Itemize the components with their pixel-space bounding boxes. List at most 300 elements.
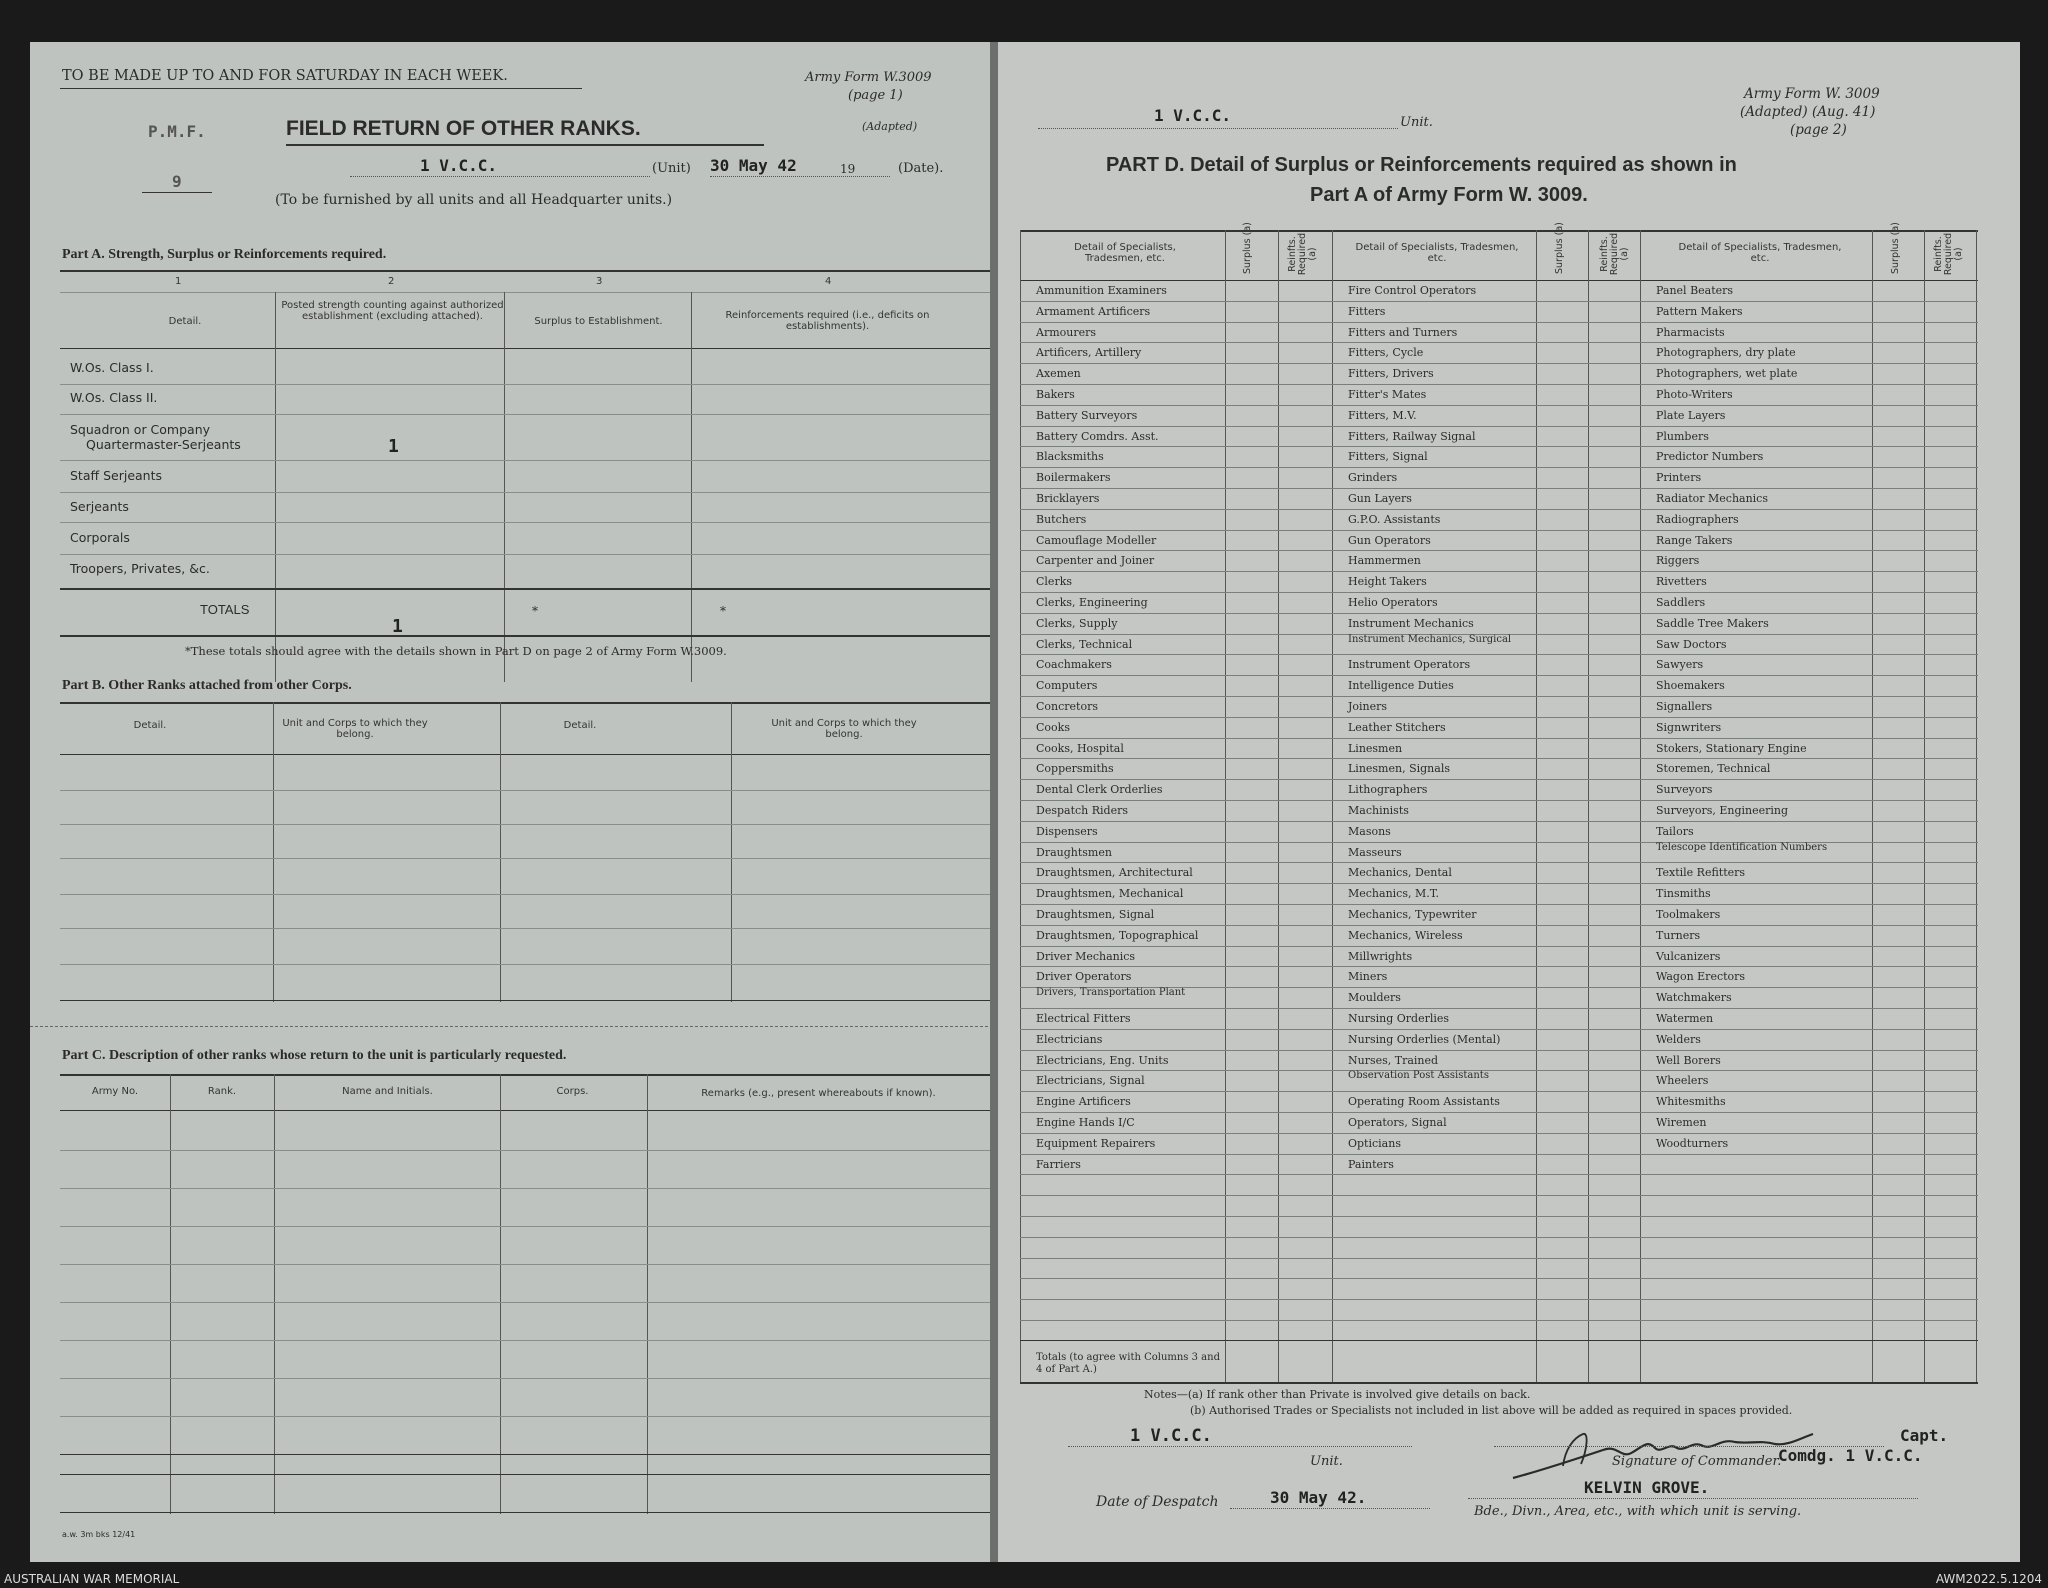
pd-col2-header: Detail of Specialists, Tradesmen, etc.: [1355, 242, 1519, 264]
pd-trade-3-20: Signallers: [1656, 700, 1713, 713]
pd-trade-1-24: Dental Clerk Orderlies: [1036, 783, 1163, 797]
pd-trade-2-0: Fire Control Operators: [1348, 284, 1477, 297]
pd-trade-3-23: Storemen, Technical: [1656, 762, 1771, 776]
part-d-subtitle: Part A of Army Form W. 3009.: [1310, 184, 1588, 206]
pd-trade-1-39: Engine Artificers: [1036, 1095, 1131, 1109]
part-a-divider-2: [504, 292, 505, 682]
pd-trade-3-4: Photographers, wet plate: [1656, 367, 1798, 381]
pd-trade-2-22: Linesmen: [1348, 741, 1403, 755]
totals-label: TOTALS: [200, 602, 250, 617]
pd-trade-1-19: Computers: [1036, 679, 1098, 693]
pd-totals-rule: [1020, 1340, 1978, 1341]
pd-trade-1-11: Butchers: [1036, 512, 1087, 526]
pd-trade-2-5: Fitter's Mates: [1348, 388, 1427, 401]
pd-trade-3-21: Signwriters: [1656, 720, 1722, 734]
pd-trade-3-27: Telescope Identification Numbers: [1656, 841, 1828, 853]
pd-row-rule: [1020, 446, 1978, 447]
date-label: (Date).: [898, 161, 944, 176]
pd-row-rule: [1020, 571, 1978, 572]
part-c-divider-2: [274, 1074, 275, 1514]
pd-trade-1-20: Concretors: [1036, 700, 1098, 713]
pd-trade-1-7: Battery Comdrs. Asst.: [1036, 429, 1159, 443]
pd-row-rule: [1020, 1050, 1978, 1051]
row-qm-serjeants: Quartermaster-Serjeants: [86, 437, 241, 452]
part-b-divider-1: [273, 702, 274, 1002]
part-d-header-rule: [1020, 280, 1978, 281]
form-subtitle: (To be furnished by all units and all Headquarter units.): [275, 192, 673, 208]
pd-trade-1-33: Driver Operators: [1036, 970, 1132, 984]
part-a-number-rule: [60, 292, 990, 293]
pd-trade-2-24: Lithographers: [1348, 783, 1428, 797]
pd-trade-1-38: Electricians, Signal: [1036, 1074, 1145, 1088]
pd-surplus-header: Surplus (a): [1554, 222, 1565, 274]
number-stamp: 9: [172, 172, 182, 191]
row-troopers: Troopers, Privates, &c.: [70, 561, 210, 576]
pd-trade-2-26: Masons: [1348, 824, 1391, 838]
pd-row-rule: [1020, 946, 1978, 947]
form-page-1: [30, 42, 993, 1562]
pd-trade-1-3: Artificers, Artillery: [1036, 346, 1142, 360]
pd-row-rule: [1020, 467, 1978, 468]
pd-trade-1-10: Bricklayers: [1036, 492, 1100, 505]
pd-trade-2-32: Millwrights: [1348, 949, 1413, 963]
pd-trade-3-35: Watermen: [1656, 1012, 1714, 1025]
pd-trade-3-39: Whitesmiths: [1656, 1095, 1726, 1109]
pd-reinfts-header: Reinfts. Required (a): [1599, 232, 1630, 276]
pd-trade-1-27: Draughtsmen: [1036, 845, 1112, 859]
pd-trade-2-33: Miners: [1348, 970, 1388, 984]
pd-row-rule: [1020, 550, 1978, 551]
pd-trade-3-3: Photographers, dry plate: [1656, 346, 1796, 360]
pd-trade-3-2: Pharmacists: [1656, 325, 1725, 339]
part-b-divider-3: [731, 702, 732, 1002]
pd-row-rule: [1020, 1278, 1978, 1279]
part-b-divider-2: [500, 702, 501, 1002]
pd-row-rule: [1020, 342, 1978, 343]
pd-trade-2-34: Moulders: [1348, 991, 1401, 1005]
p2-unit-dotted-line: [1038, 128, 1398, 129]
pd-trade-2-40: Operators, Signal: [1348, 1116, 1447, 1129]
pd-trade-1-4: Axemen: [1036, 367, 1081, 381]
part-c-top-rule: [60, 1074, 990, 1076]
part-a-col3-header: Surplus to Establishment.: [534, 316, 663, 327]
despatch-value: 30 May 42.: [1270, 1488, 1367, 1507]
pd-trade-1-41: Equipment Repairers: [1036, 1136, 1156, 1150]
pd-col3-header: Detail of Specialists, Tradesmen, etc.: [1678, 242, 1842, 264]
part-b-col3-header: Detail.: [563, 720, 597, 731]
pd-trade-2-20: Joiners: [1348, 700, 1388, 713]
form-number: Army Form W.3009: [805, 70, 932, 85]
pd-trade-2-7: Fitters, Railway Signal: [1348, 429, 1476, 443]
pd-trade-3-5: Photo-Writers: [1656, 388, 1733, 401]
part-a-col4-header: Reinforcements required (i.e., deficits on establishments).: [725, 310, 930, 332]
p2-form-page: (page 2): [1790, 122, 1847, 138]
part-a-divider-1: [275, 292, 276, 682]
pd-trade-1-34: Drivers, Transportation Plant: [1036, 987, 1186, 999]
pd-trade-1-36: Electricians: [1036, 1032, 1103, 1046]
pd-row-rule: [1020, 821, 1978, 822]
pd-trade-1-6: Battery Surveyors: [1036, 408, 1138, 422]
p2-unit-value: 1 V.C.C.: [1154, 106, 1232, 125]
part-c-row-rule: [60, 1264, 990, 1265]
pd-trade-2-6: Fitters, M.V.: [1348, 408, 1417, 422]
part-d-border-left: [1020, 230, 1021, 1382]
pd-reinfts-header: Reinfts. Required (a): [1933, 232, 1964, 276]
part-c-row-rule: [60, 1226, 990, 1227]
pd-trade-2-12: Gun Operators: [1348, 533, 1431, 547]
pd-trade-1-21: Cooks: [1036, 720, 1070, 734]
pd-trade-2-42: Painters: [1348, 1157, 1394, 1171]
part-c-rule: [60, 1474, 990, 1475]
pd-trade-3-36: Welders: [1656, 1032, 1701, 1046]
pd-trade-1-5: Bakers: [1036, 388, 1075, 401]
despatch-label: Date of Despatch: [1096, 1494, 1219, 1510]
pd-row-rule: [1020, 1258, 1978, 1259]
part-c-bottom-rule: [60, 1512, 990, 1513]
part-a-footnote: *These totals should agree with the details shown in Part D on page 2 of Army Form W.3009.: [185, 644, 727, 658]
pd-trade-2-2: Fitters and Turners: [1348, 325, 1458, 339]
row-wo-class-2: W.Os. Class II.: [70, 390, 158, 405]
pd-row-rule: [1020, 883, 1978, 884]
location-label: Bde., Divn., Area, etc., with which unit is serving.: [1474, 1504, 1802, 1519]
adapted-note: (Adapted): [862, 120, 918, 133]
fold-line: [30, 1026, 993, 1027]
pd-surplus-header: Surplus (a): [1890, 222, 1901, 274]
pd-trade-1-1: Armament Artificers: [1036, 304, 1151, 318]
part-a-row-rule: [60, 384, 990, 385]
pd-trade-1-17: Clerks, Technical: [1036, 637, 1133, 651]
unit-label: (Unit): [652, 161, 691, 176]
part-b-bottom-rule: [60, 1000, 990, 1001]
part-d-top-rule: [1020, 230, 1978, 232]
part-b-col2-header: Unit and Corps to which they belong.: [282, 718, 428, 740]
part-b-top-rule: [60, 702, 990, 704]
part-c-divider-3: [500, 1074, 501, 1514]
pd-trade-2-1: Fitters: [1348, 304, 1386, 318]
pd-trade-3-18: Sawyers: [1656, 658, 1704, 672]
pd-trade-3-7: Plumbers: [1656, 429, 1709, 443]
pd-row-rule: [1020, 800, 1978, 801]
totals-mark-reinforcements: *: [720, 604, 726, 618]
p2-unit-label: Unit.: [1400, 115, 1433, 130]
pd-col1-header: Detail of Specialists, Tradesmen, etc.: [1074, 242, 1176, 264]
footer-left: AUSTRALIAN WAR MEMORIAL: [4, 1572, 180, 1586]
pd-trade-3-24: Surveyors: [1656, 783, 1713, 797]
pd-trade-1-0: Ammunition Examiners: [1036, 284, 1167, 297]
unit-dotted-line: [350, 176, 650, 177]
part-c-heading: Part C. Description of other ranks whose return to the unit is particularly requested.: [62, 1048, 567, 1063]
date-value: 30 May 42: [710, 156, 797, 175]
sig-unit-value: 1 V.C.C.: [1130, 1426, 1212, 1446]
despatch-dotted-line: [1230, 1508, 1430, 1509]
part-b-row-rule: [60, 824, 990, 825]
part-c-col3-header: Name and Initials.: [342, 1086, 433, 1097]
row-corporals: Corporals: [70, 530, 130, 545]
pd-trade-3-8: Predictor Numbers: [1656, 450, 1764, 464]
pd-row-rule: [1020, 862, 1978, 863]
qms-value: 1: [388, 436, 399, 457]
part-a-row-rule: [60, 554, 990, 555]
pd-trade-2-10: Gun Layers: [1348, 492, 1412, 505]
part-b-col1-header: Detail.: [133, 720, 167, 731]
part-c-col5-header: Remarks (e.g., present whereabouts if known).: [701, 1088, 936, 1099]
note-b: (b) Authorised Trades or Specialists not included in list above will be added as required in spaces provided.: [1190, 1404, 1793, 1417]
pd-trade-2-37: Nurses, Trained: [1348, 1053, 1439, 1067]
sig-dotted-line: [1494, 1446, 1884, 1447]
pd-trade-1-15: Clerks, Engineering: [1036, 596, 1148, 609]
pd-trade-3-33: Wagon Erectors: [1656, 970, 1746, 984]
pd-trade-3-16: Saddle Tree Makers: [1656, 616, 1769, 630]
part-b-col4-header: Unit and Corps to which they belong.: [771, 718, 917, 740]
pd-trade-1-2: Armourers: [1036, 325, 1097, 339]
pd-trade-2-39: Operating Room Assistants: [1348, 1095, 1500, 1109]
part-c-row-rule: [60, 1416, 990, 1417]
part-d-divider: [1278, 230, 1279, 1382]
sig-unit-label: Unit.: [1310, 1454, 1343, 1469]
form-page-2: [998, 42, 2020, 1562]
part-b-header-rule: [60, 754, 990, 755]
pd-trade-1-9: Boilermakers: [1036, 471, 1111, 485]
pd-trade-2-9: Grinders: [1348, 471, 1398, 485]
pd-trade-3-37: Well Borers: [1656, 1053, 1721, 1067]
pd-trade-3-29: Tinsmiths: [1656, 887, 1711, 901]
pd-trade-2-21: Leather Stitchers: [1348, 720, 1446, 734]
part-a-col3-number: 3: [596, 276, 603, 287]
part-d-divider: [1332, 230, 1333, 1382]
pd-row-rule: [1020, 1237, 1978, 1238]
pd-trade-3-1: Pattern Makers: [1656, 304, 1743, 318]
pd-trade-2-25: Machinists: [1348, 804, 1409, 817]
pd-trade-1-25: Despatch Riders: [1036, 804, 1128, 817]
part-d-divider: [1536, 230, 1537, 1382]
part-d-bottom-rule: [1020, 1382, 1978, 1384]
pd-row-rule: [1020, 696, 1978, 697]
pd-trade-3-19: Shoemakers: [1656, 679, 1725, 693]
pd-trade-3-15: Saddlers: [1656, 596, 1706, 609]
pd-row-rule: [1020, 426, 1978, 427]
pd-trade-1-37: Electricians, Eng. Units: [1036, 1053, 1169, 1067]
instruction-underline: [60, 88, 582, 89]
part-b-row-rule: [60, 964, 990, 965]
pd-surplus-header: Surplus (a): [1242, 222, 1253, 274]
sig-unit-dotted-line: [1068, 1446, 1412, 1447]
pd-trade-1-23: Coppersmiths: [1036, 762, 1114, 776]
pd-row-rule: [1020, 1299, 1978, 1300]
pd-row-rule: [1020, 592, 1978, 593]
pd-trade-2-31: Mechanics, Wireless: [1348, 928, 1463, 942]
p2-adapted: (Adapted) (Aug. 41): [1740, 104, 1876, 120]
part-d-title: PART D. Detail of Surplus or Reinforcements required as shown in: [1106, 154, 1737, 176]
pd-row-rule: [1020, 1320, 1978, 1321]
part-a-heading: Part A. Strength, Surplus or Reinforcements required.: [62, 247, 387, 262]
pd-trade-2-8: Fitters, Signal: [1348, 450, 1428, 464]
pd-trade-3-38: Wheelers: [1656, 1074, 1709, 1088]
pd-row-rule: [1020, 925, 1978, 926]
part-a-col1-number: 1: [175, 276, 182, 287]
part-a-col1-header: Detail.: [168, 316, 202, 327]
pd-trade-2-18: Instrument Operators: [1348, 658, 1471, 672]
part-a-top-rule: [60, 270, 990, 272]
part-a-totals-rule: [60, 588, 990, 590]
pd-row-rule: [1020, 509, 1978, 510]
pd-trade-3-11: Radiographers: [1656, 512, 1739, 526]
title-underline: [286, 144, 764, 146]
part-c-divider-1: [170, 1074, 171, 1514]
part-c-col2-header: Rank.: [207, 1086, 237, 1097]
pd-row-rule: [1020, 1008, 1978, 1009]
pd-trade-3-14: Rivetters: [1656, 575, 1707, 589]
part-c-col4-header: Corps.: [556, 1086, 589, 1097]
pd-trade-1-40: Engine Hands I/C: [1036, 1116, 1135, 1129]
pd-trade-1-28: Draughtsmen, Architectural: [1036, 866, 1193, 880]
part-d-border-right: [1976, 230, 1977, 1382]
part-d-divider: [1924, 230, 1925, 1382]
part-a-header-rule: [60, 348, 990, 349]
footer-right: AWM2022.5.1204: [1935, 1572, 2042, 1586]
pd-row-rule: [1020, 654, 1978, 655]
part-d-divider: [1872, 230, 1873, 1382]
row-sqn-coy: Squadron or Company: [70, 422, 211, 437]
pmf-stamp: P.M.F.: [148, 122, 206, 141]
date-year-prefix: 19: [840, 162, 856, 176]
pd-trade-2-27: Masseurs: [1348, 845, 1402, 859]
pd-trade-2-4: Fitters, Drivers: [1348, 367, 1434, 381]
pd-trade-2-15: Helio Operators: [1348, 596, 1438, 609]
pd-trade-3-13: Riggers: [1656, 554, 1700, 568]
pd-row-rule: [1020, 758, 1978, 759]
pd-trade-1-26: Dispensers: [1036, 824, 1098, 838]
part-c-row-rule: [60, 1302, 990, 1303]
pd-row-rule: [1020, 1174, 1978, 1175]
pd-trade-1-32: Driver Mechanics: [1036, 949, 1136, 963]
pd-row-rule: [1020, 322, 1978, 323]
pd-trade-3-12: Range Takers: [1656, 533, 1733, 547]
pd-trade-3-32: Vulcanizers: [1656, 949, 1721, 963]
pd-trade-3-17: Saw Doctors: [1656, 637, 1727, 651]
top-instruction: TO BE MADE UP TO AND FOR SATURDAY IN EACH WEEK.: [62, 68, 508, 84]
part-d-divider: [1588, 230, 1589, 1382]
form-page: (page 1): [848, 88, 903, 103]
location-dotted-line: [1468, 1498, 1918, 1499]
pd-trade-3-25: Surveyors, Engineering: [1656, 804, 1789, 817]
part-c-row-rule: [60, 1340, 990, 1341]
pd-trade-2-36: Nursing Orderlies (Mental): [1348, 1032, 1501, 1046]
pd-row-rule: [1020, 1195, 1978, 1196]
sig-comdg: Comdg. 1 V.C.C.: [1778, 1446, 1923, 1465]
pd-trade-3-0: Panel Beaters: [1656, 284, 1734, 297]
part-d-table: [1020, 222, 1978, 1380]
pd-trade-2-23: Linesmen, Signals: [1348, 762, 1450, 776]
pd-trade-1-16: Clerks, Supply: [1036, 616, 1118, 630]
note-a: Notes—(a) If rank other than Private is involved give details on back.: [1144, 1388, 1531, 1401]
print-code: a.w. 3m bks 12/41: [62, 1530, 136, 1539]
part-c-rule: [60, 1454, 990, 1455]
pd-row-rule: [1020, 1216, 1978, 1217]
totals-value: 1: [392, 616, 403, 637]
pd-trade-1-30: Draughtsmen, Signal: [1036, 908, 1155, 921]
pd-row-rule: [1020, 530, 1978, 531]
pd-row-rule: [1020, 738, 1978, 739]
pd-trade-1-14: Clerks: [1036, 575, 1073, 589]
pd-row-rule: [1020, 301, 1978, 302]
pd-trade-2-14: Height Takers: [1348, 575, 1427, 589]
pd-trade-2-11: G.P.O. Assistants: [1348, 512, 1441, 526]
pd-trade-1-18: Coachmakers: [1036, 658, 1112, 672]
part-a-col2-number: 2: [388, 276, 395, 287]
pd-trade-2-19: Intelligence Duties: [1348, 679, 1454, 693]
pd-reinfts-header: Reinfts. Required (a): [1287, 232, 1318, 276]
part-a-divider-3: [691, 292, 692, 682]
part-c-row-rule: [60, 1150, 990, 1151]
pd-row-rule: [1020, 613, 1978, 614]
pd-trade-3-31: Turners: [1656, 928, 1701, 942]
pd-row-rule: [1020, 966, 1978, 967]
pd-row-rule: [1020, 405, 1978, 406]
part-c-header-rule: [60, 1110, 990, 1111]
pd-row-rule: [1020, 717, 1978, 718]
part-c-divider-4: [647, 1074, 648, 1514]
part-a-row-rule: [60, 414, 990, 415]
pd-totals-label: Totals (to agree with Columns 3 and 4 of Part A.): [1036, 1352, 1220, 1375]
sig-rank: Capt.: [1900, 1426, 1949, 1445]
pd-row-rule: [1020, 904, 1978, 905]
pd-trade-2-28: Mechanics, Dental: [1348, 866, 1452, 880]
unit-value: 1 V.C.C.: [420, 156, 498, 175]
pd-trade-2-41: Opticians: [1348, 1136, 1401, 1150]
part-a-row-rule: [60, 492, 990, 493]
pd-trade-1-12: Camouflage Modeller: [1036, 533, 1157, 547]
row-serjeants: Serjeants: [70, 499, 129, 514]
pd-trade-2-16: Instrument Mechanics: [1348, 616, 1474, 630]
row-wo-class-1: W.Os. Class I.: [70, 360, 154, 375]
pd-trade-1-42: Farriers: [1036, 1157, 1081, 1171]
part-b-row-rule: [60, 894, 990, 895]
pd-trade-2-3: Fitters, Cycle: [1348, 346, 1424, 360]
part-b-row-rule: [60, 928, 990, 929]
pd-trade-3-34: Watchmakers: [1656, 991, 1732, 1005]
pd-row-rule: [1020, 1133, 1978, 1134]
date-dotted-line: [710, 176, 890, 177]
part-b-row-rule: [60, 858, 990, 859]
pd-trade-2-17: Instrument Mechanics, Surgical: [1348, 633, 1512, 645]
pd-row-rule: [1020, 488, 1978, 489]
part-c-row-rule: [60, 1188, 990, 1189]
part-a-col2-header: Posted strength counting against authorized establishment (excluding attached).: [281, 300, 504, 322]
part-d-divider: [1225, 230, 1226, 1382]
sig-label: Signature of Commander.: [1612, 1454, 1782, 1469]
pd-trade-3-41: Woodturners: [1656, 1136, 1729, 1150]
pd-trade-1-29: Draughtsmen, Mechanical: [1036, 887, 1184, 901]
totals-mark-surplus: *: [532, 604, 538, 618]
pd-trade-1-22: Cooks, Hospital: [1036, 741, 1124, 755]
part-a-row-rule: [60, 522, 990, 523]
part-b-row-rule: [60, 790, 990, 791]
pd-trade-3-10: Radiator Mechanics: [1656, 492, 1768, 505]
pd-trade-1-13: Carpenter and Joiner: [1036, 554, 1155, 568]
pd-row-rule: [1020, 1029, 1978, 1030]
part-c-col1-header: Army No.: [91, 1086, 139, 1097]
pd-trade-3-28: Textile Refitters: [1656, 866, 1746, 880]
pd-trade-3-40: Wiremen: [1656, 1116, 1707, 1129]
form-title: FIELD RETURN OF OTHER RANKS.: [286, 117, 641, 140]
pd-trade-1-8: Blacksmiths: [1036, 450, 1104, 464]
pd-row-rule: [1020, 363, 1978, 364]
pd-row-rule: [1020, 384, 1978, 385]
pd-trade-3-26: Tailors: [1656, 824, 1694, 838]
pd-trade-1-35: Electrical Fitters: [1036, 1012, 1131, 1025]
pd-trade-2-35: Nursing Orderlies: [1348, 1012, 1450, 1025]
part-a-row-rule: [60, 460, 990, 461]
